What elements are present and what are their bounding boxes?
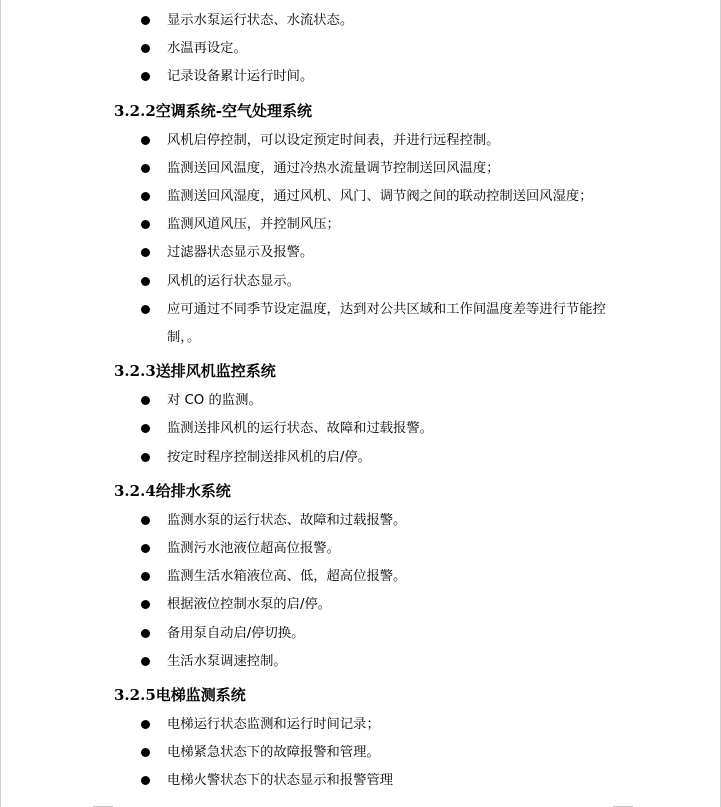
bullet-icon — [141, 453, 150, 462]
bullet-icon — [141, 720, 150, 729]
bullet-icon — [141, 600, 150, 609]
bullet-icon — [141, 277, 150, 286]
list-item: 根据液位控制水泵的启/停。 — [1, 591, 721, 619]
bullet-icon — [141, 44, 150, 53]
list-item: 监测污水池液位超高位报警。 — [1, 535, 721, 563]
list-item: 风机的运行状态显示。 — [1, 268, 721, 296]
list-item: 按定时程序控制送排风机的启/停。 — [1, 444, 721, 472]
bullet-icon — [141, 396, 150, 405]
elevator-list — [1, 711, 721, 796]
document-content — [1, 7, 721, 796]
list-item: 过滤器状态显示及报警。 — [1, 239, 721, 267]
section-heading-ventilation: 3.2.3送排风机监控系统 — [114, 362, 276, 381]
list-item: 生活水泵调速控制。 — [1, 648, 721, 676]
list-item: 电梯运行状态监测和运行时间记录； — [1, 711, 721, 739]
water-supply-list — [1, 507, 721, 676]
section-heading-water-supply: 3.2.4给排水系统 — [114, 481, 231, 500]
section-heading-air-handling: 3.2.2空调系统-空气处理系统 — [114, 101, 312, 120]
bullet-icon — [141, 220, 150, 229]
bullet-icon — [141, 657, 150, 666]
list-item: 电梯火警状态下的状态显示和报警管理 — [1, 767, 721, 795]
ventilation-list — [1, 387, 721, 472]
list-item: 水温再设定。 — [1, 35, 721, 63]
list-item: 监测送回风温度，通过冷热水流量调节控制送回风温度； — [1, 155, 721, 183]
bullet-icon — [141, 192, 150, 201]
bullet-icon — [141, 248, 150, 257]
bullet-icon — [141, 424, 150, 433]
bullet-icon — [141, 544, 150, 553]
bullet-icon — [141, 164, 150, 173]
list-item: 备用泵自动启/停切换。 — [1, 620, 721, 648]
intro-list — [1, 7, 721, 92]
bullet-icon — [141, 776, 150, 785]
list-item: 监测生活水箱液位高、低，超高位报警。 — [1, 563, 721, 591]
list-item: 监测送回风湿度，通过风机、风门、调节阀之间的联动控制送回风湿度； — [1, 183, 721, 211]
bullet-icon — [141, 136, 150, 145]
list-item: 应可通过不同季节设定温度，达到对公共区域和工作间温度差等进行节能控制，。 — [1, 296, 721, 352]
list-item: 监测送排风机的运行状态、故障和过载报警。 — [1, 415, 721, 443]
bullet-icon — [141, 748, 150, 757]
bullet-icon — [141, 629, 150, 638]
bullet-icon — [141, 72, 150, 81]
list-item: 显示水泵运行状态、水流状态。 — [1, 7, 721, 35]
section-heading-elevator: 3.2.5电梯监测系统 — [114, 686, 246, 705]
list-item: 电梯紧急状态下的故障报警和管理。 — [1, 739, 721, 767]
bullet-icon — [141, 305, 150, 314]
list-item: 记录设备累计运行时间。 — [1, 63, 721, 91]
list-item: 风机启停控制，可以设定预定时间表，并进行远程控制。 — [1, 127, 721, 155]
bullet-icon — [141, 572, 150, 581]
list-item: 监测风道风压，并控制风压； — [1, 211, 721, 239]
list-item: 监测水泵的运行状态、故障和过载报警。 — [1, 507, 721, 535]
list-item: 对 CO 的监测。 — [1, 387, 721, 415]
bullet-icon — [141, 516, 150, 525]
bullet-icon — [141, 16, 150, 25]
air-handling-list — [1, 127, 721, 353]
